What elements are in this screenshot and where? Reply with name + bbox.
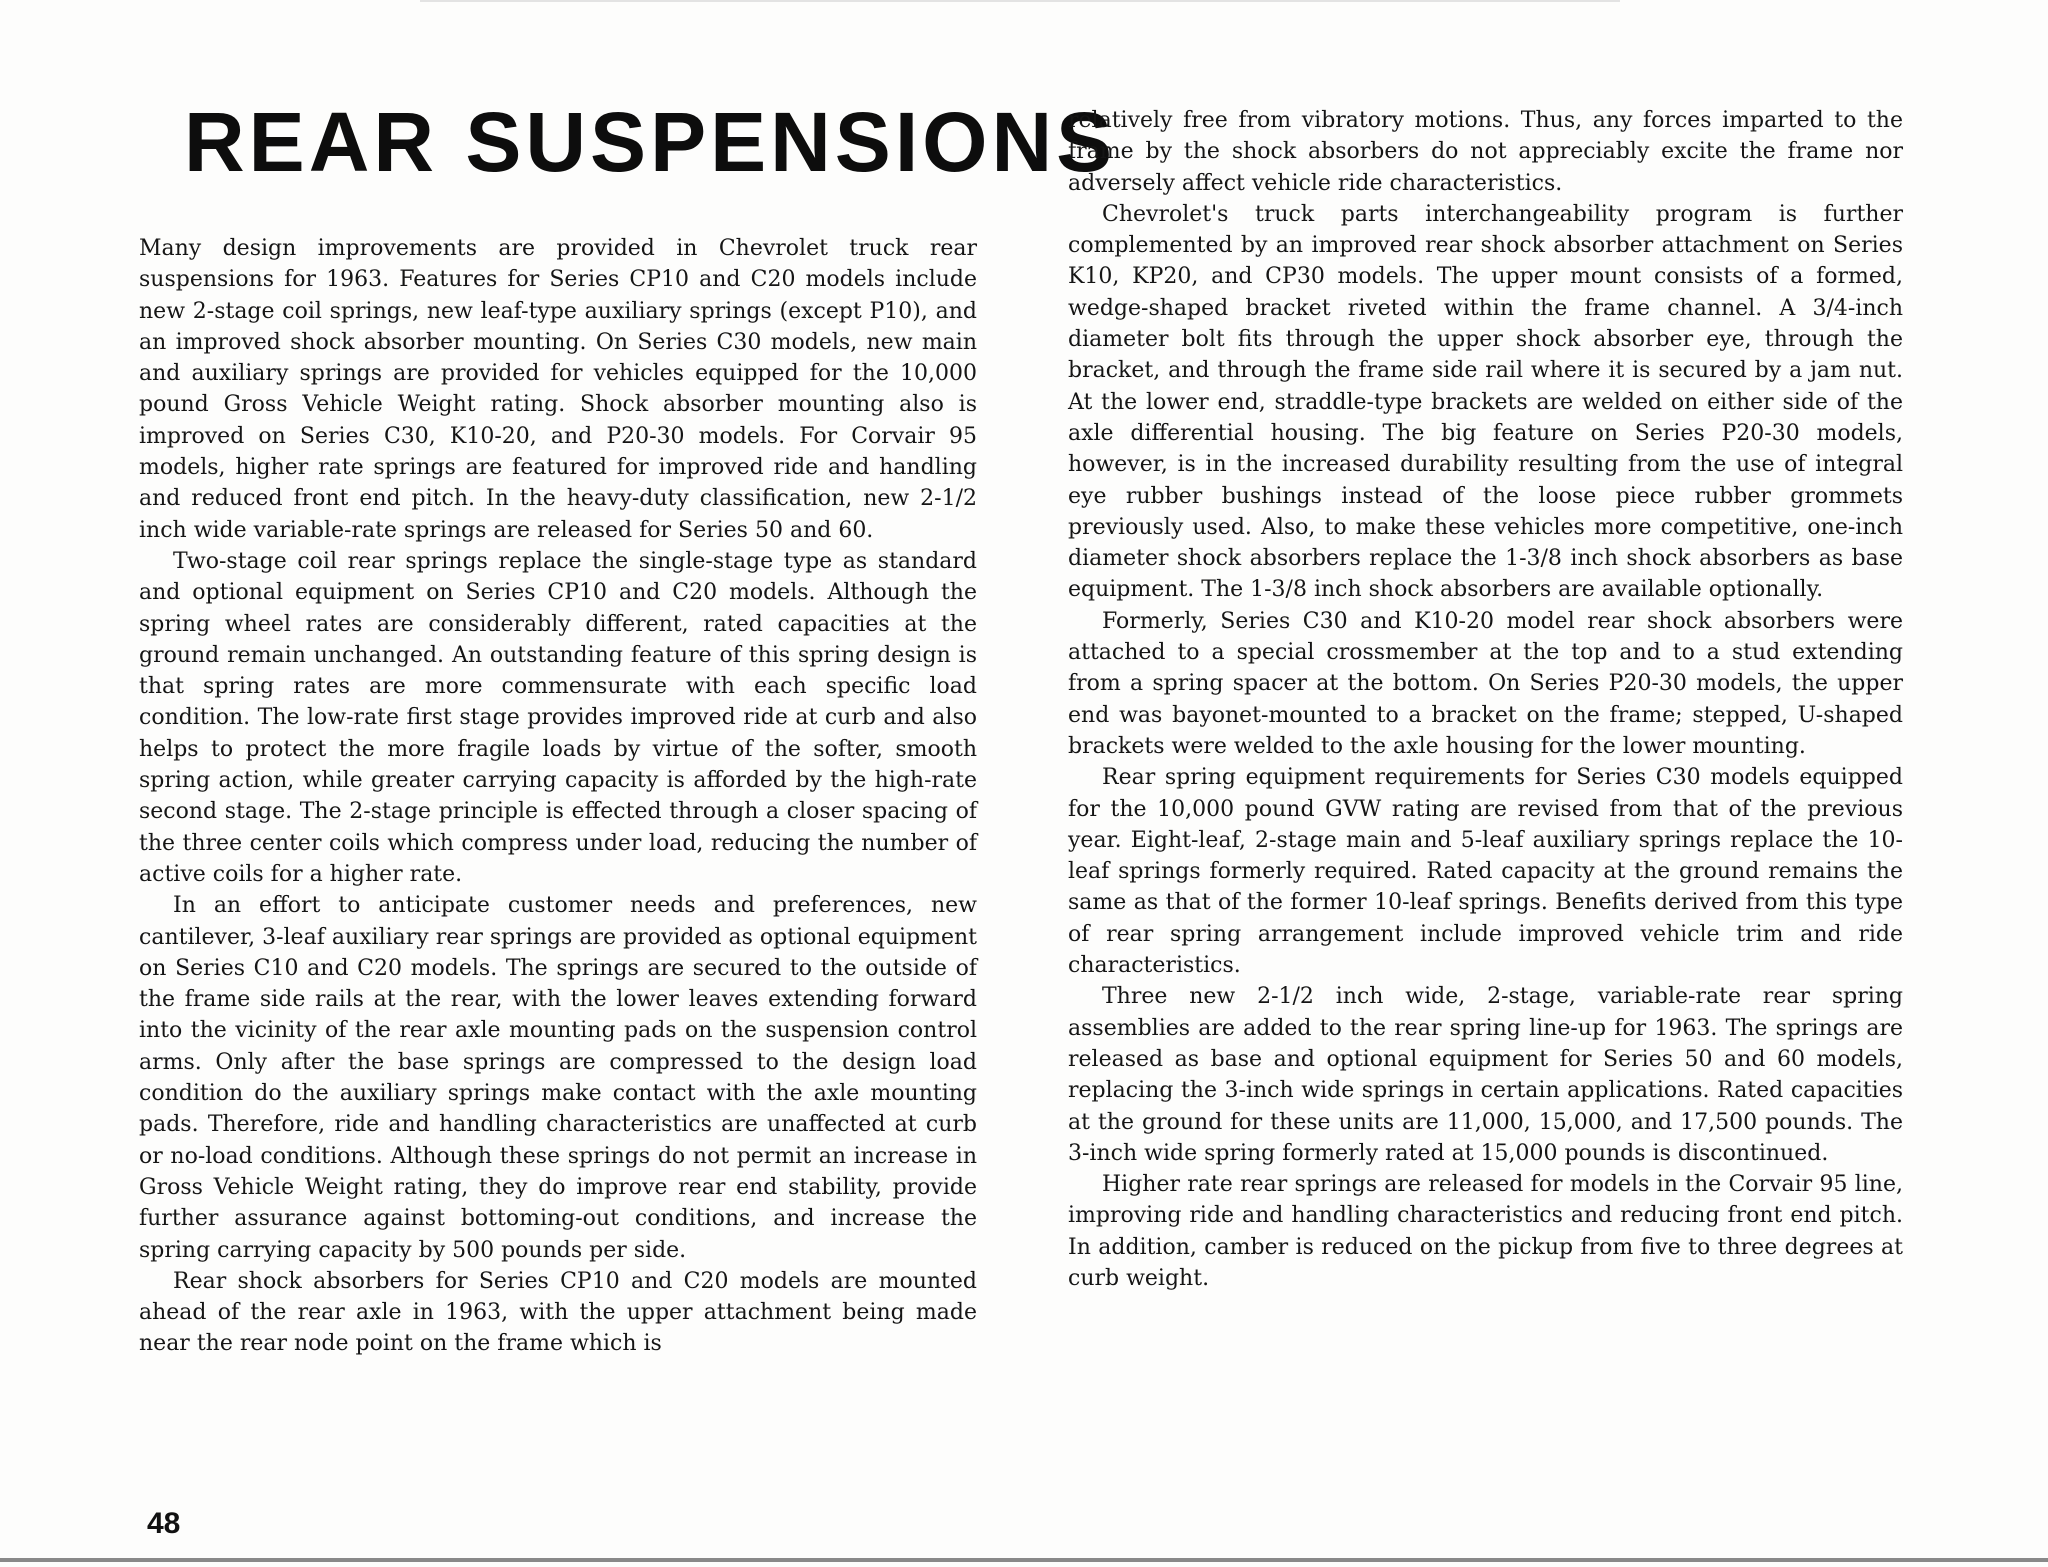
top-edge-line bbox=[420, 0, 1620, 2]
paragraph-corvair-springs: Higher rate rear springs are released for models in the Corvair 95 line, improving ride and handling characteristics and reducing front end pitch. In addition, camber is reduced on the pickup from five to three degrees at curb weight. bbox=[1068, 1172, 1903, 1291]
paragraph-c30-springs: Rear spring equipment requirements for Series C30 models equipped for the 10,000 pound GVW rating are revised from that of the previous year. Eight-leaf, 2-stage main and 5-leaf auxiliary springs replace the 10-leaf springs formerly required. Rated capacity at the ground remains the same as that of the former 10-leaf springs. Benefits derived from this type of rear spring arrangement include improved vehicle trim and ride characteristics. bbox=[1068, 765, 1903, 979]
paragraph-shock-absorbers-start: Rear shock absorbers for Series CP10 and C20 models are mounted ahead of the rear axle in 1963, with the upper attachment being made near the rear node point on the frame which is bbox=[139, 1268, 977, 1357]
paragraph-heavy-duty-springs: Three new 2-1/2 inch wide, 2-stage, variable-rate rear spring assemblies are added to the rear spring line-up for 1963. The springs are released as base and optional equipment for Series 50 and 60 models, replacing the 3-inch wide springs in certain applications. Rated capacities at the ground for these units are 11,000, 15,000, and 17,500 pounds. The 3-inch wide spring formerly rated at 15,000 pounds is discontinued. bbox=[1068, 984, 1903, 1166]
paragraph-former-mounting: Formerly, Series C30 and K10-20 model rear shock absorbers were attached to a special crossmember at the top and to a stud extending from a spring spacer at the bottom. On Series P20-30 models, the upper end was bayonet-mounted to a bracket on the frame; stepped, U-shaped brackets were welded to the axle housing for the lower mounting. bbox=[1068, 608, 1903, 759]
left-column bbox=[139, 233, 977, 1360]
paragraph-intro: Many design improvements are provided in Chevrolet truck rear suspensions for 1963. Features for Series CP10 and C20 models include new 2-stage coil springs, new leaf-type auxiliary springs (except P10), and an improved shock absorber mounting. On Series C30 models, new main and auxiliary springs are provided for vehicles equipped for the 10,000 pound Gross Vehicle Weight rating. Shock absorber mounting also is improved on Series C30, K10-20, and P20-30 models. For Corvair 95 models, higher rate springs are featured for improved ride and handling and reduced front end pitch. In the heavy-duty classification, new 2-1/2 inch wide variable-rate springs are released for Series 50 and 60. bbox=[139, 236, 977, 543]
bottom-edge-line bbox=[0, 1558, 2048, 1562]
right-column bbox=[1068, 105, 1903, 1294]
page-title: REAR SUSPENSIONS bbox=[184, 95, 1117, 189]
paragraph-auxiliary-springs: In an effort to anticipate customer needs and preferences, new cantilever, 3-leaf auxiliary rear springs are provided as optional equipment on Series C10 and C20 models. The springs are secured to the outside of the frame side rails at the rear, with the lower leaves extending forward into the vicinity of the rear axle mounting pads on the suspension control arms. Only after the base springs are compressed to the design load condition do the auxiliary springs make contact with the axle mounting pads. Therefore, ride and handling characteristics are unaffected at curb or no-load conditions. Although these springs do not permit an increase in Gross Vehicle Weight rating, they do improve rear end stability, provide further assurance against bottoming-out conditions, and increase the spring carrying capacity by 500 pounds per side. bbox=[139, 893, 977, 1263]
paragraph-shock-absorbers-continued: relatively free from vibratory motions. Thus, any forces imparted to the frame by the shock absorbers do not appreciably excite the frame nor adversely affect vehicle ride characteristics. bbox=[1068, 108, 1903, 196]
paragraph-interchangeability: Chevrolet's truck parts interchangeability program is further complemented by an improved rear shock absorber attachment on Series K10, KP20, and CP30 models. The upper mount consists of a formed, wedge-shaped bracket riveted within the frame channel. A 3/4-inch diameter bolt fits through the upper shock absorber eye, through the bracket, and through the frame side rail where it is secured by a jam nut. At the lower end, straddle-type brackets are welded on either side of the axle differential housing. The big feature on Series P20-30 models, however, is in the increased durability resulting from the use of integral eye rubber bushings instead of the loose piece rubber grommets previously used. Also, to make these vehicles more competitive, one-inch diameter shock absorbers replace the 1-3/8 inch shock absorbers as base equipment. The 1-3/8 inch shock absorbers are available optionally. bbox=[1068, 201, 1903, 603]
page-number: 48 bbox=[147, 1507, 181, 1540]
paragraph-two-stage-coil-springs: Two-stage coil rear springs replace the single-stage type as standard and optional equipment on Series CP10 and C20 models. Although the spring wheel rates are considerably different, rated capacities at the ground remain unchanged. An outstanding feature of this spring design is that spring rates are more commensurate with each specific load condition. The low-rate first stage provides improved ride at curb and also helps to protect the more fragile loads by virtue of the softer, smooth spring action, while greater carrying capacity is afforded by the high-rate second stage. The 2-stage principle is effected through a closer spacing of the three center coils which compress under load, reducing the number of active coils for a higher rate. bbox=[139, 548, 977, 887]
